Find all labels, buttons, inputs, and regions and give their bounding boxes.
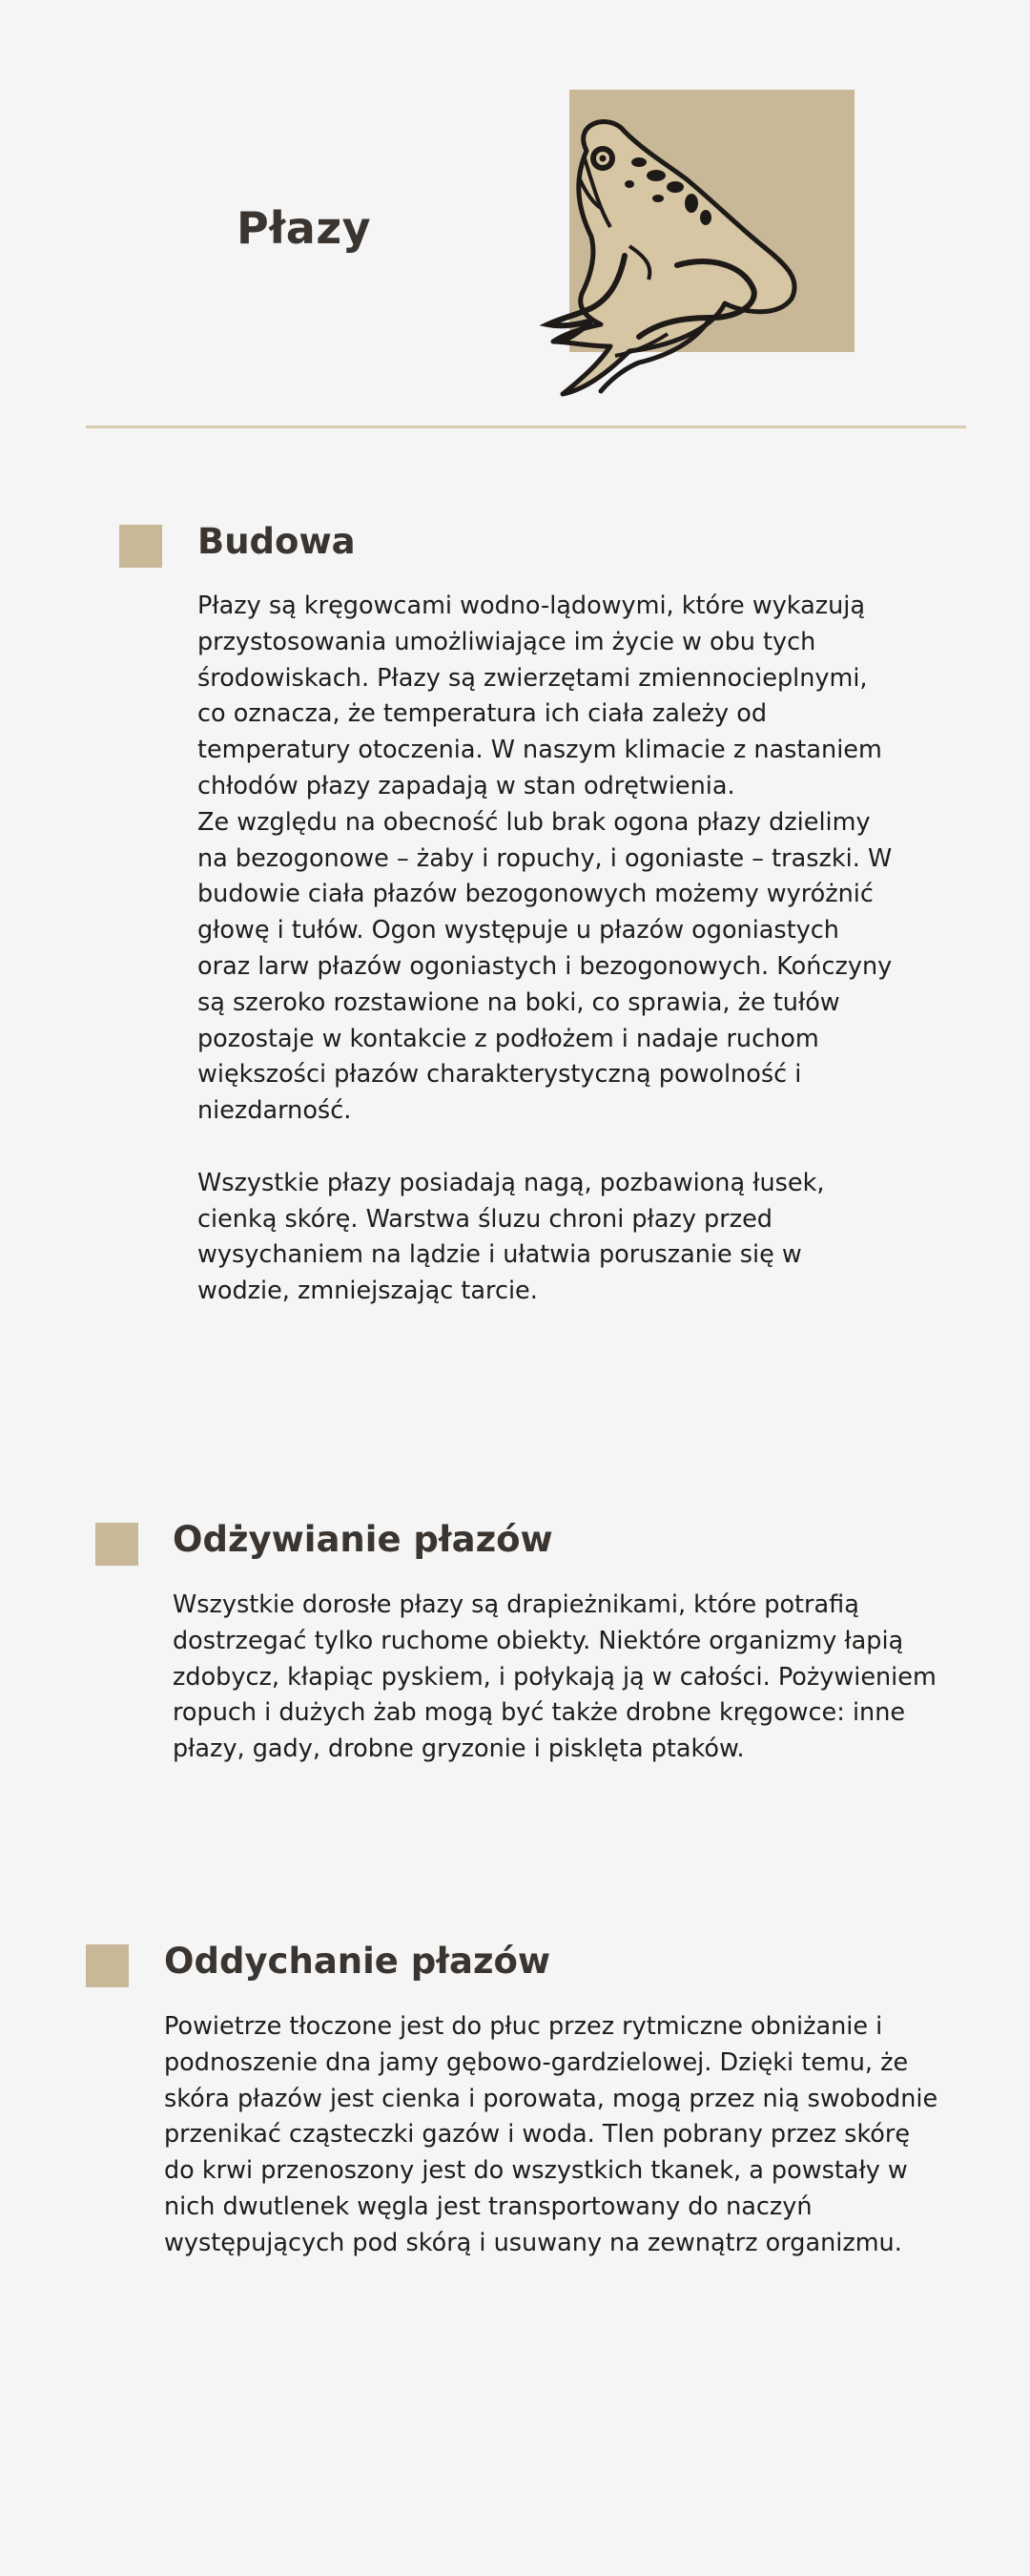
section-body (164, 2009, 946, 2262)
section-marker (95, 1523, 138, 1566)
paragraph: Powietrze tłoczone jest do płuc przez rytmiczne obniżanie i podnoszenie dna jamy gębowo-gardzielowej. Dzięki temu, że skóra płazów jest cienka i porowata, mogą przez nią swobodnie przenikać cząsteczki gazów i woda. Tlen pobrany przez skórę do krwi przenoszony jest do wszystkich tkanek, a powstały w nich dwutlenek węgla jest transportowany do naczyń występujących pod skórą i usuwany na zewnątrz organizmu. (164, 2012, 938, 2257)
page-title: Płazy (237, 202, 372, 254)
section-title: Odżywianie płazów (173, 1519, 553, 1560)
header-divider (86, 426, 966, 428)
paragraph: Wszystkie dorosłe płazy są drapieżnikami, które potrafią dostrzegać tylko ruchome obiekty. Niektóre organizmy łapią zdobycz, kłapiąc pyskiem, i połykają ją w całości. Pożywieniem ropuch i dużych żab mogą być także drobne kręgowce: inne płazy, gady, drobne gryzonie i pisklęta ptaków. (173, 1590, 937, 1764)
section-body (173, 1588, 945, 1768)
paragraph: Wszystkie płazy posiadają nagą, pozbawioną łusek, cienką skórę. Warstwa śluzu chroni płazy przed wysychaniem na lądzie i ułatwia poruszanie się w wodzie, zmniejszając tarcie. (197, 1168, 825, 1306)
section-body (197, 589, 894, 1310)
frog-icon (534, 113, 811, 399)
section-marker (119, 525, 162, 568)
section-title: Budowa (197, 521, 356, 562)
section-marker (86, 1944, 129, 1987)
paragraph: Płazy są kręgowcami wodno-lądowymi, które wykazują przystosowania umożliwiające im życie w obu tych środowiskach. Płazy są zwierzętami zmiennocieplnymi, co oznacza, że temperatura ich ciała zależy od temperatury otoczenia. W naszym klimacie z nastaniem chłodów płazy zapadają w stan odrętwienia. (197, 592, 882, 800)
paragraph: Ze względu na obecność lub brak ogona płazy dzielimy na bezogonowe – żaby i ropuchy, i ogoniaste – traszki. W budowie ciała płazów bezogonowych możemy wyróżnić głowę i tułów. Ogon występuje u płazów ogoniastych oraz larw płazów ogoniastych i bezogonowych. Kończyny są szeroko rozstawione na boki, co sprawia, że tułów pozostaje w kontakcie z podłożem i nadaje ruchom większości płazów charakterystyczną powolność i niezdarność. (197, 807, 893, 1126)
section-title: Oddychanie płazów (164, 1941, 551, 1982)
